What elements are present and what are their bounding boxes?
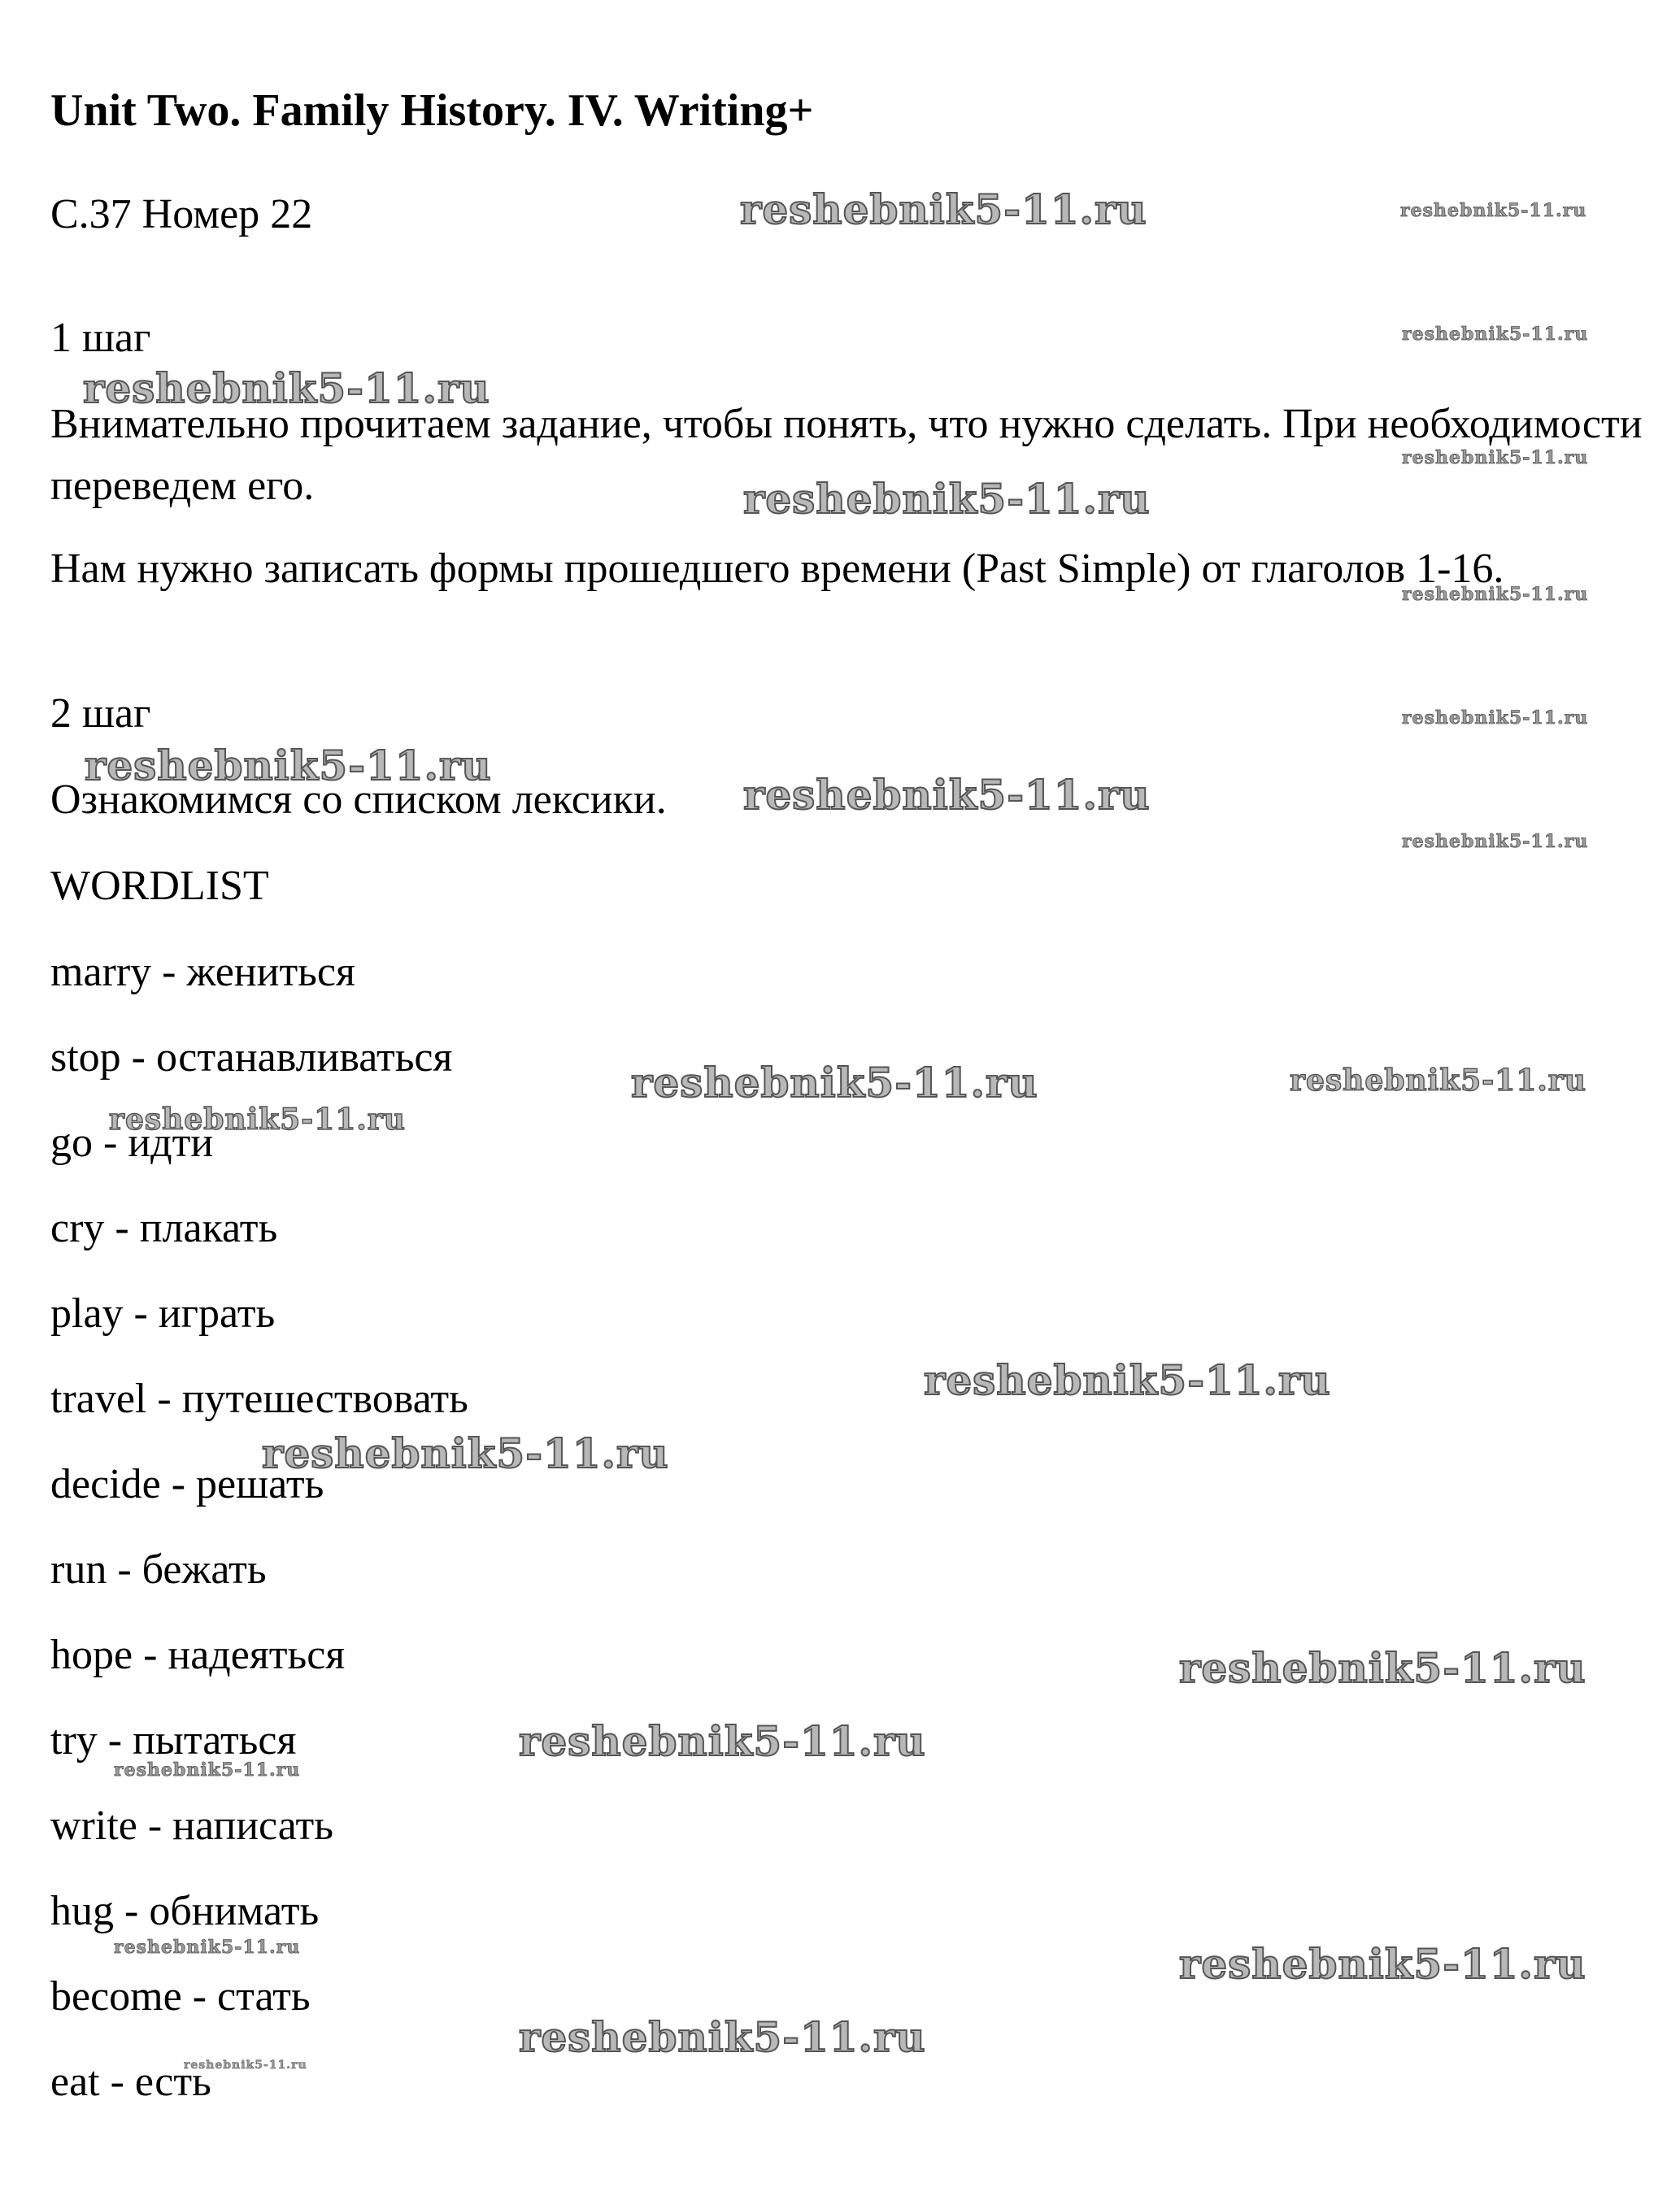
watermark: reshebnik5-11.ru (114, 1759, 301, 1781)
watermark: reshebnik5-11.ru (743, 771, 1151, 819)
step-2-text: Ознакомимся со списком лексики. (50, 776, 667, 823)
wordlist-item: go - идти (50, 1120, 214, 1166)
watermark: reshebnik5-11.ru (519, 2013, 926, 2061)
wordlist-item: become - стать (50, 1973, 311, 2020)
wordlist-item: write - написать (50, 1803, 333, 1849)
watermark: reshebnik5-11.ru (109, 1103, 406, 1137)
watermark: reshebnik5-11.ru (114, 1937, 301, 1958)
wordlist-item: decide - решать (50, 1461, 324, 1507)
watermark: reshebnik5-11.ru (1402, 584, 1589, 605)
wordlist-item: eat - есть (50, 2059, 211, 2105)
watermark: reshebnik5-11.ru (743, 475, 1151, 523)
watermark: reshebnik5-11.ru (1402, 324, 1589, 345)
watermark: reshebnik5-11.ru (1179, 1940, 1586, 1988)
wordlist-item: stop - останавливаться (50, 1034, 453, 1081)
watermark: reshebnik5-11.ru (262, 1429, 669, 1477)
watermark: reshebnik5-11.ru (1179, 1644, 1586, 1692)
wordlist-item: travel - путешествовать (50, 1376, 468, 1422)
wordlist-item: hope - надеяться (50, 1632, 346, 1678)
step-1-label: 1 шаг (50, 315, 151, 361)
wordlist-heading: WORDLIST (50, 863, 269, 909)
wordlist-item: run - бежать (50, 1546, 267, 1593)
wordlist-item: try - пытаться (50, 1717, 297, 1764)
watermark: reshebnik5-11.ru (631, 1059, 1038, 1107)
watermark: reshebnik5-11.ru (1402, 447, 1589, 468)
watermark: reshebnik5-11.ru (83, 364, 490, 412)
task-text: Нам нужно записать формы прошедшего времени (Past Simple) от глаголов 1-16. (50, 546, 1504, 592)
document-title: Unit Two. Family History. IV. Writing+ (50, 85, 814, 136)
watermark: reshebnik5-11.ru (184, 2059, 307, 2072)
watermark: reshebnik5-11.ru (924, 1356, 1331, 1404)
wordlist-item: cry - плакать (50, 1205, 278, 1251)
wordlist-item: play - играть (50, 1290, 276, 1337)
watermark: reshebnik5-11.ru (1402, 831, 1589, 852)
watermark: reshebnik5-11.ru (85, 742, 492, 789)
watermark: reshebnik5-11.ru (1402, 707, 1589, 728)
watermark: reshebnik5-11.ru (740, 185, 1147, 233)
wordlist-item: hug - обнимать (50, 1888, 320, 1934)
step-1-text: Внимательно прочитаем задание, чтобы понять, что нужно сделать. При необходимости переведем его. (50, 401, 1643, 509)
watermark: reshebnik5-11.ru (1400, 200, 1587, 221)
step-2-label: 2 шаг (50, 690, 151, 737)
page-reference: С.37 Номер 22 (50, 191, 313, 237)
watermark: reshebnik5-11.ru (519, 1717, 926, 1765)
wordlist-item: marry - жениться (50, 949, 355, 995)
watermark: reshebnik5-11.ru (1290, 1063, 1586, 1098)
